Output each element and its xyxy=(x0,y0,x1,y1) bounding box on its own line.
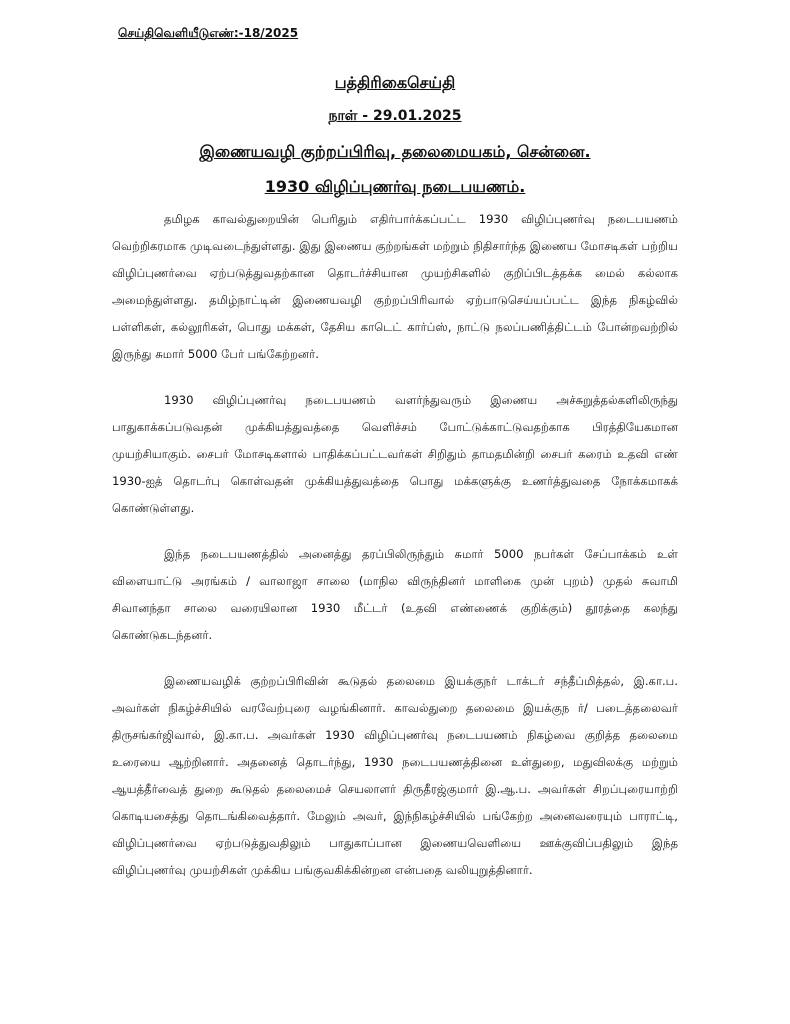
paragraph-1: தமிழக காவல்துறையின் பெரிதும் எதிர்பார்க்கப்பட்ட 1930 விழிப்புணர்வு நடைபயணம் வெற்றிகரமாக முடிவடைந்துள்ளது. இது இணைய குற்றங்கள் மற்றும் நிதிசார்ந்த இணைய மோசடிகள் பற்றிய விழிப்புணர்வை ஏற்படுத்துவதற்கான தொடர்ச்சியான முயற்சிகளில் குறிப்பிடத்தக்க மைல் கல்லாக அமைந்துள்ளது. தமிழ்நாட்டின் இணையவழி குற்றப்பிரிவால் ஏற்பாடுசெய்யப்பட்ட இந்த நிகழ்வில் பள்ளிகள், கல்லூரிகள், பொது மக்கள், தேசிய காடெட் கார்ப்ஸ், நாட்டு நலப்பணித்திட்டம் போன்றவற்றில் இருந்து சுமார் 5000 பேர் பங்கேற்றனர். xyxy=(112,212,678,361)
department-line: இணையவழி குற்றப்பிரிவு, தலைமையகம், சென்னை. xyxy=(199,142,591,161)
paragraph-4: இணையவழிக் குற்றப்பிரிவின் கூடுதல் தலைமை இயக்குநர் டாக்டர் சந்தீப்மித்தல், இ.கா.ப. அவர்கள் நிகழ்ச்சியில் வரவேற்புரை வழங்கினார். காவல்துறை தலைமை இயக்குந ர்/ படைத்தலைவர் திருசங்கர்ஜிவால், இ.கா.ப. அவர்கள் 1930 விழிப்புணர்வு நடைபயணம் நிகழ்வை குறித்த தலைமை உரையை ஆற்றினார். அதனைத் தொடர்ந்து, 1930 நடைபயணத்தினை உள்துறை, மதுவிலக்கு மற்றும் ஆயத்தீர்வைத் துறை கூடுதல் தலைமைச் செயலாளர் திருதீரஜ்குமார் இ.ஆ.ப. அவர்கள் சிறப்புரையாற்றி கொடியசைத்து தொடங்கிவைத்தார். மேலும் அவர், இந்நிகழ்ச்சியில் பங்கேற்ற அனைவரையும் பாராட்டி, விழிப்புணர்வை ஏற்படுத்துவதிலும் பாதுகாப்பான இணையவெளியை ஊக்குவிப்பதிலும் இந்த விழிப்புணர்வு முயற்சிகள் முக்கிய பங்குவகிக்கின்றன என்பதை வலியுறுத்தினார். xyxy=(112,674,678,877)
press-release-body xyxy=(112,206,678,903)
release-number: செய்திவெளியீடுஎண்:-18/2025 xyxy=(118,26,299,40)
paragraph-3: இந்த நடைபயணத்தில் அனைத்து தரப்பிலிருந்தும் சுமார் 5000 நபர்கள் சேப்பாக்கம் உள் விளையாட்டு அரங்கம் / வாலாஜா சாலை (மாநில விருந்தினர் மாளிகை முன் புறம்) முதல் சுவாமி சிவானந்தா சாலை வரையிலான 1930 மீட்டர் (உதவி எண்ணைக் குறிக்கும்) தூரத்தை கலந்து கொண்டுகடந்தனர். xyxy=(112,547,678,642)
event-title: 1930 விழிப்புணர்வு நடைபயணம். xyxy=(264,177,526,196)
press-release-heading: பத்திரிகைசெய்தி xyxy=(334,73,456,92)
paragraph-2: 1930 விழிப்புணர்வு நடைபயணம் வளர்ந்துவரும் இணைய அச்சுறுத்தல்களிலிருந்து பாதுகாக்கப்படுவதன் முக்கியத்துவத்தை வெளிச்சம் போட்டுக்காட்டுவதற்காக பிரத்தியேகமான முயற்சியாகும். சைபர் மோசடிகளால் பாதிக்கப்பட்டவர்கள் சிறிதும் தாமதமின்றி சைபர் கரைம் உதவி எண் 1930-ஐத் தொடர்பு கொள்வதன் முக்கியத்துவத்தை பொது மக்களுக்கு உணர்த்துவதை நோக்கமாகக் கொண்டுள்ளது. xyxy=(112,393,678,515)
release-date: நாள் - 29.01.2025 xyxy=(328,108,462,124)
